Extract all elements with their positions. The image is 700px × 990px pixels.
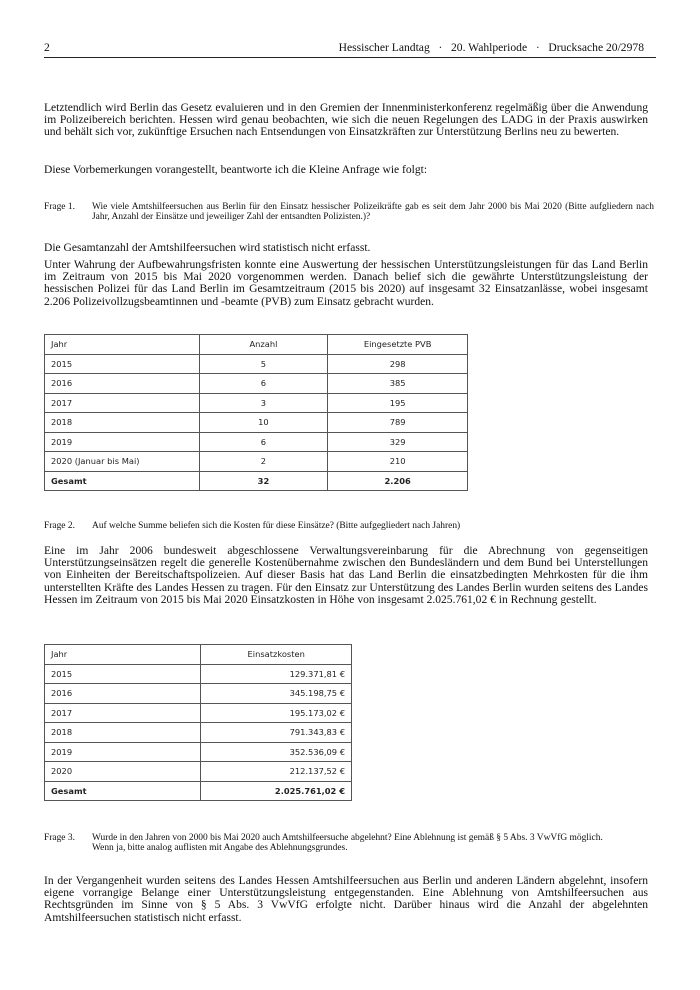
table-cell: 195 <box>328 393 468 413</box>
table-cell: 2020 (Januar bis Mai) <box>45 452 200 472</box>
table-cell: 212.137,52 € <box>201 762 352 782</box>
table-cell: 2017 <box>45 703 201 723</box>
deployments-table <box>44 334 468 491</box>
column-header-costs: Einsatzkosten <box>201 645 352 665</box>
costs-table <box>44 644 352 801</box>
question-3-label: Frage 3. <box>44 833 75 843</box>
table-cell: 2016 <box>45 684 201 704</box>
table-row <box>45 432 468 452</box>
table-cell: 2019 <box>45 432 200 452</box>
table-cell: 129.371,81 € <box>201 664 352 684</box>
page-header <box>44 41 656 58</box>
table-cell: 6 <box>199 374 328 394</box>
table-cell: 298 <box>328 354 468 374</box>
table-cell: 2 <box>199 452 328 472</box>
column-header-year: Jahr <box>45 645 201 665</box>
table-cell: 6 <box>199 432 328 452</box>
table-row <box>45 354 468 374</box>
table-row <box>45 684 352 704</box>
table-cell: 10 <box>199 413 328 433</box>
column-header-year: Jahr <box>45 335 200 355</box>
table-cell: 329 <box>328 432 468 452</box>
intro-paragraph: Letztendlich wird Berlin das Gesetz evaluieren und in den Gremien der Innenministerkonferenz regelmäßig über die Anwendung im Polizeibereich berichten. Hessen wird genau beobachten, wie sich die neuen Regelungen des LADG in der Praxis auswirken und behält sich vor, zukünftige Ersuchen nach Entsendungen von Einsatzkräften zur Unterstützung Berlins neu zu bewerten. <box>44 102 648 139</box>
table-cell: 2016 <box>45 374 200 394</box>
table-cell: 2015 <box>45 354 200 374</box>
answer-1-paragraph-2: Unter Wahrung der Aufbewahrungsfristen konnte eine Auswertung der hessischen Unterstützungsleistungen für das Land Berlin im Zeitraum von 2015 bis Mai 2020 vorgenommen werden. Danach belief sich die gewährte Unterstützungsleistung der hessischen Polizei für das Land Berlin im Gesamtzeitraum (2015 bis 2020) auf insgesamt 32 Einsatzanlässe, wobei insgesamt 2.206 Polizeivollzugsbeamtinnen und -beamte (PVB) zum Einsatz gebracht wurden. <box>44 259 648 308</box>
table-cell: 789 <box>328 413 468 433</box>
page-number: 2 <box>44 41 50 54</box>
table-cell: Gesamt <box>45 471 200 491</box>
table-total-row <box>45 781 352 801</box>
table-row <box>45 393 468 413</box>
costs-table-header <box>45 645 352 665</box>
table-row <box>45 703 352 723</box>
table-cell: 32 <box>199 471 328 491</box>
table-row <box>45 762 352 782</box>
question-3-text-1: Wurde in den Jahren von 2000 bis Mai 2020 auch Amtshilfeersuche abgelehnt? Eine Ablehnung ist gemäß § 5 Abs. 3 VwVfG möglich. <box>92 833 603 843</box>
table-cell: 2.025.761,02 € <box>201 781 352 801</box>
table-cell: 3 <box>199 393 328 413</box>
column-header-officers: Eingesetzte PVB <box>328 335 468 355</box>
question-2-text: Auf welche Summe beliefen sich die Kosten für diese Einsätze? (Bitte aufgegliedert nach Jahren) <box>92 521 461 531</box>
table-cell: 2.206 <box>328 471 468 491</box>
table-row <box>45 664 352 684</box>
table-cell: 385 <box>328 374 468 394</box>
table-cell: 2019 <box>45 742 201 762</box>
answer-1-paragraph-1: Die Gesamtanzahl der Amtshilfeersuchen wird statistisch nicht erfasst. <box>44 242 371 254</box>
table-cell: 345.198,75 € <box>201 684 352 704</box>
table-cell: Gesamt <box>45 781 201 801</box>
table-total-row <box>45 471 468 491</box>
table-cell: 352.536,09 € <box>201 742 352 762</box>
table-cell: 791.343,83 € <box>201 723 352 743</box>
deployments-table-header <box>45 335 468 355</box>
table-row <box>45 413 468 433</box>
table-cell: 5 <box>199 354 328 374</box>
question-1-text: Wie viele Amtshilfeersuchen aus Berlin für den Einsatz hessischer Polizeikräfte gab es seit dem Jahr 2000 bis Mai 2020 (Bitte aufgliedern nach Jahr, Anzahl der Einsätze und jeweiliger Zahl der entsandten Polizisten.)? <box>92 202 654 223</box>
column-header-count: Anzahl <box>199 335 328 355</box>
table-cell: 2017 <box>45 393 200 413</box>
answer-3-paragraph: In der Vergangenheit wurden seitens des Landes Hessen Amtshilfeersuchen aus Berlin und anderen Ländern abgelehnt, insofern eigene vorrangige Belange einer Unterstützungsleistung entgegenstanden. Eine Ablehnung von Amtshilfeersuchen aus Rechtsgründen im Sinne von § 5 Abs. 3 VwVfG erfolgte nicht. Darüber hinaus wird die Anzahl der abgelehnten Amtshilfeersuchen statistisch nicht erfasst. <box>44 875 648 924</box>
table-row <box>45 452 468 472</box>
table-cell: 2018 <box>45 723 201 743</box>
table-cell: 2015 <box>45 664 201 684</box>
table-row <box>45 723 352 743</box>
table-cell: 195.173,02 € <box>201 703 352 723</box>
intro-transition: Diese Vorbemerkungen vorangestellt, beantworte ich die Kleine Anfrage wie folgt: <box>44 164 428 176</box>
question-3-text <box>92 833 654 854</box>
table-row <box>45 742 352 762</box>
table-cell: 2018 <box>45 413 200 433</box>
question-2-label: Frage 2. <box>44 521 75 531</box>
table-row <box>45 374 468 394</box>
table-cell: 210 <box>328 452 468 472</box>
answer-2-paragraph: Eine im Jahr 2006 bundesweit abgeschlossene Verwaltungsvereinbarung für die Abrechnung von gegenseitigen Unterstützungseinsätzen regelt die generelle Kostenübernahme zwischen den Bundesländern und dem Bund bei Unterstellungen von Einheiten der Bereitschaftspolizeien. Auf dieser Basis hat das Land Berlin die einsatzbedingten Mehrkosten für die ihm unterstellten Kräfte des Landes Hessen zu tragen. Für den Einsatz zur Unterstützung des Landes Berlin wurden seitens des Landes Hessen im Zeitraum von 2015 bis Mai 2020 Einsatzkosten in Höhe von insgesamt 2.025.761,02 € in Rechnung gestellt. <box>44 545 648 606</box>
running-head: Hessischer Landtag · 20. Wahlperiode · Drucksache 20/2978 <box>338 41 644 54</box>
question-3-text-2: Wenn ja, bitte analog auflisten mit Angabe des Ablehnungsgrundes. <box>92 843 348 854</box>
table-cell: 2020 <box>45 762 201 782</box>
question-1-label: Frage 1. <box>44 202 75 212</box>
